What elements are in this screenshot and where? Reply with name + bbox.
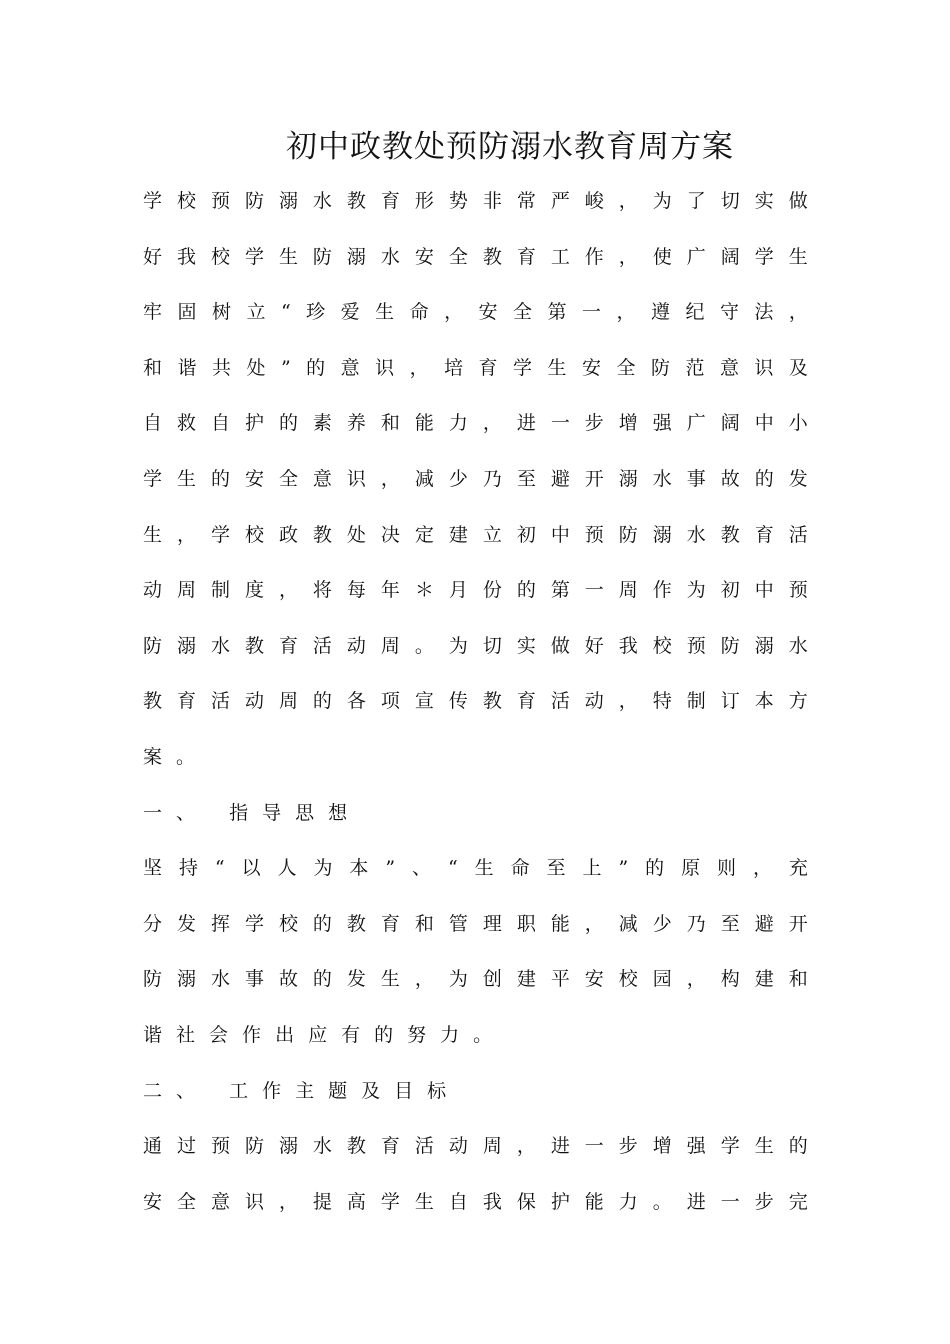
body-line: 二 、 工 作 主 题 及 目 标 xyxy=(143,1079,447,1102)
body-line: 好 我 校 学 生 防 溺 水 安 全 教 育 工 作 ， 使 广 阔 学 生 xyxy=(143,245,808,268)
body-line: 牢 固 树 立 “ 珍 爱 生 命 ， 安 全 第 一 ， 遵 纪 守 法 ， xyxy=(143,301,808,324)
body-line: 自 救 自 护 的 素 养 和 能 力 ， 进 一 步 增 强 广 阔 中 小 xyxy=(143,412,808,435)
body-line: 学 校 预 防 溺 水 教 育 形 势 非 常 严 峻 ， 为 了 切 实 做 xyxy=(143,190,808,212)
body-line: 分 发 挥 学 校 的 教 育 和 管 理 职 能 ， 减 少 乃 至 避 开 xyxy=(143,912,808,935)
body-line: 教 育 活 动 周 的 各 项 宣 传 教 育 活 动 ， 特 制 订 本 方 xyxy=(143,690,808,713)
document-title: 初中政教处预防溺水教育周方案 xyxy=(286,129,734,165)
body-line: 案 。 xyxy=(143,745,196,768)
body-line: 坚 持 “ 以 人 为 本 ” 、 “ 生 命 至 上 ” 的 原 则 ， 充 xyxy=(143,857,808,880)
body-line: 生 ， 学 校 政 教 处 决 定 建 立 初 中 预 防 溺 水 教 育 活 xyxy=(143,523,808,546)
document-body xyxy=(143,182,808,1238)
body-line: 防 溺 水 教 育 活 动 周 。 为 切 实 做 好 我 校 预 防 溺 水 xyxy=(143,634,808,657)
body-line: 通 过 预 防 溺 水 教 育 活 动 周 ， 进 一 步 增 强 学 生 的 xyxy=(143,1135,808,1158)
body-line: 安 全 意 识 ， 提 高 学 生 自 我 保 护 能 力 。 进 一 步 完 xyxy=(143,1190,808,1213)
body-line: 和 谐 共 处 ” 的 意 识 ， 培 育 学 生 安 全 防 范 意 识 及 xyxy=(143,356,808,379)
body-line: 防 溺 水 事 故 的 发 生 ， 为 创 建 平 安 校 园 ， 构 建 和 xyxy=(143,968,808,991)
body-line: 一 、 指 导 思 想 xyxy=(143,801,348,824)
body-line: 动 周 制 度 ， 将 每 年 ＊ 月 份 的 第 一 周 作 为 初 中 预 xyxy=(143,579,808,602)
body-line: 谐 社 会 作 出 应 有 的 努 力 。 xyxy=(143,1023,493,1046)
body-line: 学 生 的 安 全 意 识 ， 减 少 乃 至 避 开 溺 水 事 故 的 发 xyxy=(143,467,808,490)
